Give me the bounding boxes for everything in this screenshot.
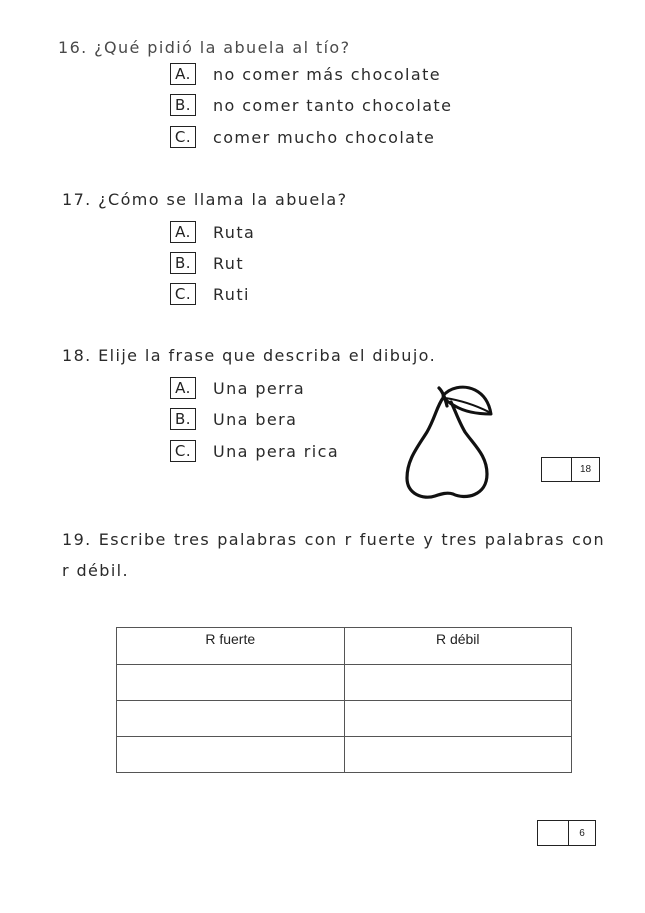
option-label: Una pera rica <box>213 441 340 461</box>
option-checkbox[interactable]: C. <box>170 283 196 305</box>
table-cell[interactable] <box>117 665 345 701</box>
option-label: comer mucho chocolate <box>213 127 436 147</box>
option-label: Una bera <box>213 409 298 429</box>
question-16-option-a[interactable] <box>170 62 441 86</box>
words-table <box>116 627 572 773</box>
table-header-r-fuerte: R fuerte <box>117 628 345 665</box>
pear-icon <box>403 384 499 502</box>
table-cell[interactable] <box>344 665 572 701</box>
table-row <box>117 737 572 773</box>
option-checkbox[interactable]: A. <box>170 377 196 399</box>
score-box-label: 6 <box>579 827 585 839</box>
table-cell[interactable] <box>344 701 572 737</box>
question-17-title: 17. ¿Cómo se llama la abuela? <box>62 190 348 209</box>
option-label: no comer más chocolate <box>213 64 441 84</box>
question-18-option-a[interactable] <box>170 376 305 400</box>
question-18-title: 18. Elije la frase que describa el dibujo. <box>62 346 437 365</box>
table-row <box>117 665 572 701</box>
option-label: Ruta <box>213 222 256 242</box>
option-checkbox[interactable]: A. <box>170 63 196 85</box>
option-label: no comer tanto chocolate <box>213 95 453 115</box>
question-19-title: 19. Escribe tres palabras con r fuerte y tres palabras con r débil. <box>62 530 605 580</box>
score-input-cell[interactable] <box>538 821 569 845</box>
question-18-option-c[interactable] <box>170 439 339 463</box>
score-input-cell[interactable] <box>542 458 572 481</box>
question-16-title: 16. ¿Qué pidió la abuela al tío? <box>58 38 351 57</box>
option-label: Una perra <box>213 378 306 398</box>
question-16-option-c[interactable] <box>170 125 435 149</box>
table-header-row <box>117 628 572 665</box>
option-label: Rut <box>213 253 245 273</box>
option-checkbox[interactable]: B. <box>170 252 196 274</box>
option-checkbox[interactable]: C. <box>170 126 196 148</box>
score-box-18 <box>541 457 600 482</box>
question-16-option-b[interactable] <box>170 93 452 117</box>
table-row <box>117 701 572 737</box>
question-17-option-a[interactable] <box>170 220 255 244</box>
table-cell[interactable] <box>344 737 572 773</box>
table-cell[interactable] <box>117 737 345 773</box>
page-score-box <box>537 820 596 846</box>
table-cell[interactable] <box>117 701 345 737</box>
score-box-label: 18 <box>579 464 592 475</box>
question-17-option-b[interactable] <box>170 251 244 275</box>
option-checkbox[interactable]: A. <box>170 221 196 243</box>
option-checkbox[interactable]: B. <box>170 94 196 116</box>
table-header-r-debil: R débil <box>344 628 572 665</box>
option-checkbox[interactable]: B. <box>170 408 196 430</box>
option-checkbox[interactable]: C. <box>170 440 196 462</box>
question-18-option-b[interactable] <box>170 407 297 431</box>
option-label: Ruti <box>213 284 250 304</box>
question-17-option-c[interactable] <box>170 282 250 306</box>
